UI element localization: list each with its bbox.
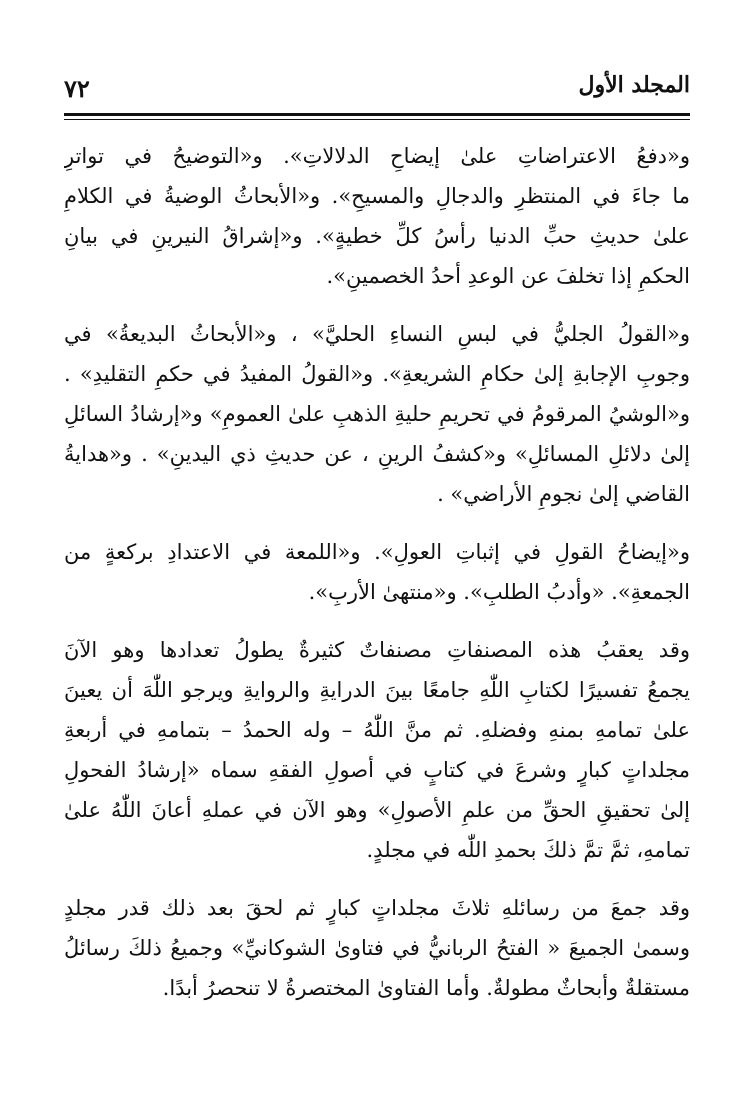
text-line: القاضي إلىٰ نجومِ الأراضي» . <box>437 482 690 506</box>
text-line: و«دفعُ الاعتراضاتِ علىٰ إيضاحِ الدلالاتِ». و«التوضيحُ في تواترِ <box>64 144 690 168</box>
text-line: ما جاءَ في المنتظرِ والدجالِ والمسيحِ». و«الأبحاثُ الوضيةُ في الكلامِ <box>64 184 690 208</box>
text-line: و«الوشيُ المرقومُ في تحريمِ حليةِ الذهبِ علىٰ العمومِ» و«إرشادُ السائلِ <box>64 402 690 426</box>
running-header <box>64 72 690 108</box>
text-line: وقد يعقبُ هذه المصنفاتِ مصنفاتٌ كثيرةٌ يطولُ تعدادها وهو الآنَ <box>64 638 690 662</box>
text-line: و«القولُ الجليُّ في لبسِ النساءِ الحليَّ» ، و«الأبحاثُ البديعةُ» في <box>64 322 690 346</box>
paragraph-1 <box>64 136 690 296</box>
text-line: مجلداتٍ كبارٍ وشرعَ في كتابٍ في أصولِ الفقهِ سماه «إرشادُ الفحولِ <box>64 758 690 782</box>
text-line: إلىٰ تحقيقِ الحقِّ من علمِ الأصولِ» وهو الآن في عملهِ أعانَ اللّٰهُ علىٰ <box>64 798 690 822</box>
text-line: تمامهِ، ثمَّ تمَّ ذلكَ بحمدِ اللّٰه في مجلدٍ. <box>366 838 690 862</box>
text-line: وقد جمعَ من رسائلهِ ثلاثَ مجلداتٍ كبارٍ ثم لحقَ بعد ذلك قدر مجلدٍ <box>64 896 690 920</box>
paragraph-2 <box>64 314 690 514</box>
paragraph-5 <box>64 888 690 1008</box>
text-line: مستقلةٌ وأبحاثٌ مطولةٌ. وأما الفتاوىٰ المختصرةُ لا تنحصرُ أبدًا. <box>162 976 690 1000</box>
header-rule-thick <box>64 113 690 116</box>
text-line: الحكمِ إذا تخلفَ عن الوعدِ أحدُ الخصمينِ». <box>326 264 690 288</box>
text-line: و«إيضاحُ القولِ في إثباتِ العولِ». و«اللمعة في الاعتدادِ بركعةٍ من <box>64 540 690 564</box>
text-line: علىٰ تمامهِ بمنهِ وفضلهِ. ثم منَّ اللّٰهُ – وله الحمدُ – بتمامهِ في أربعةِ <box>64 718 690 742</box>
text-line: الجمعةِ». «وأدبُ الطلبِ». و«منتهىٰ الأربِ». <box>308 580 690 604</box>
header-rule-thin <box>64 119 690 120</box>
text-line: إلىٰ دلائلِ المسائلِ» و«كشفُ الرينِ ، عن حديثِ ذي اليدينِ» . و«هدايةُ <box>64 442 690 466</box>
paragraph-3 <box>64 532 690 612</box>
text-line: وجوبِ الإجابةِ إلىٰ حكامِ الشريعةِ». و«القولُ المفيدُ في حكمِ التقليدِ» . <box>64 362 690 386</box>
text-line: علىٰ حديثِ حبِّ الدنيا رأسُ كلِّ خطيةٍ». و«إشراقُ النيرينِ في بيانِ <box>64 224 690 248</box>
volume-title: المجلد الأول <box>578 72 690 98</box>
text-line: يجمعُ تفسيرًا لكتابِ اللّٰهِ جامعًا بينَ الدرايةِ والروايةِ ويرجو اللّٰهَ أن يعينَ <box>64 678 690 702</box>
page-number: ٧٢ <box>64 74 90 103</box>
paragraph-4 <box>64 630 690 870</box>
text-line: وسمىٰ الجميعَ « الفتحُ الربانيُّ في فتاوىٰ الشوكانيِّ» وجميعُ ذلكَ رسائلُ <box>64 936 690 960</box>
body-text <box>64 136 690 1026</box>
